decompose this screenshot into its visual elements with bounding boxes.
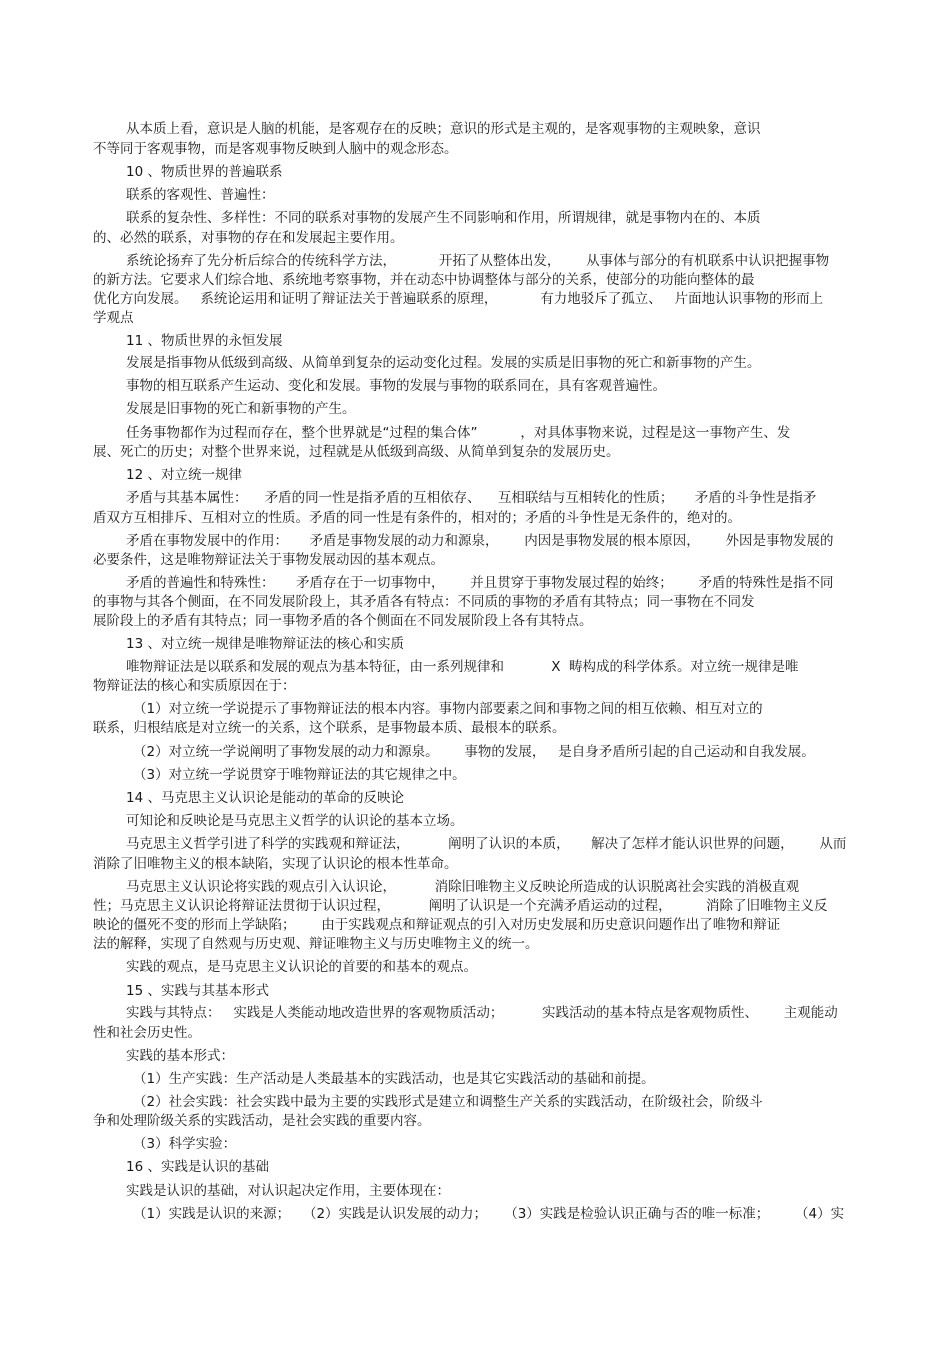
paragraph-line: 盾双方互相排斥、互相对立的性质。矛盾的同一性是有条件的，相对的；矛盾的斗争性是无条件的，绝对的。: [93, 510, 741, 526]
paragraph-line: 法的解释，实现了自然观与历史观、辩证唯物主义与历史唯物主义的统一。: [93, 936, 539, 952]
paragraph-line: 联系，归根结底是对立统一的关系，这个联系，是事物最本质、最根本的联系。: [93, 720, 566, 736]
paragraph-line: 展阶段上的矛盾有其特点；同一事物矛盾的各个侧面在不同发展阶段上各有其特点。: [93, 613, 593, 629]
paragraph-line: 的新方法。它要求人们综合地、系统地考察事物，并在动态中协调整体与部分的关系，使部分的功能向整体的最: [93, 272, 755, 288]
paragraph-line: 实践是认识的基础，对认识起决定作用，主要体现在：: [126, 1183, 450, 1199]
paragraph-line: 可知论和反映论是马克思主义哲学的认识论的基本立场。: [126, 813, 464, 829]
paragraph-line: 展、死亡的历史；对整个世界来说，过程就是从低级到高级、从简单到复杂的发展历史。: [93, 444, 620, 460]
paragraph-line: 的、必然的联系，对事物的存在和发展起主要作用。: [93, 230, 404, 246]
paragraph-line: 映论的僵死不变的形而上学缺陷； 由于实践观点和辩证观点的引入对历史发展和历史意识问题作出了唯物和辩证: [93, 917, 781, 933]
paragraph-line: 马克思主义哲学引进了科学的实践观和辩证法， 阐明了认识的本质， 解决了怎样才能认识世界的问题， 从而: [126, 836, 847, 852]
paragraph-line: 马克思主义认识论将实践的观点引入认识论， 消除旧唯物主义反映论所造成的认识脱离社会实践的消极直观: [126, 879, 800, 895]
paragraph-line: （2）社会实践：社会实践中最为主要的实践形式是建立和调整生产关系的实践活动，在阶级社会，阶级斗: [133, 1094, 763, 1110]
paragraph-line: （1）生产实践：生产活动是人类最基本的实践活动，也是其它实践活动的基础和前提。: [133, 1071, 655, 1087]
paragraph-line: 从本质上看，意识是人脑的机能，是客观存在的反映；意识的形式是主观的，是客观事物的主观映象，意识: [126, 121, 761, 137]
paragraph-line: 联系的客观性、普遍性：: [126, 187, 275, 203]
paragraph-line: 联系的复杂性、多样性：不同的联系对事物的发展产生不同影响和作用，所谓规律，就是事物内在的、本质: [126, 210, 761, 226]
paragraph-line: 发展是指事物从低级到高级、从简单到复杂的运动变化过程。发展的实质是旧事物的死亡和新事物的产生。: [126, 355, 761, 371]
paragraph-line: 矛盾在事物发展中的作用： 矛盾是事物发展的动力和源泉， 内因是事物发展的根本原因， 外因是事物发展的: [126, 533, 834, 549]
paragraph-line: （1）对立统一学说提示了事物辩证法的根本内容。事物内部要素之间和事物之间的相互依赖、相互对立的: [133, 701, 763, 717]
section-heading: 15 、实践与其基本形式: [126, 983, 269, 999]
paragraph-line: （1）实践是认识的来源； （2）实践是认识发展的动力； （3）实践是检验认识正确与否的唯一标准； （4）实: [133, 1206, 845, 1222]
paragraph-line: （3）科学实验：: [133, 1136, 237, 1152]
paragraph-line: 不等同于客观事物，而是客观事物反映到人脑中的观念形态。: [93, 141, 458, 157]
section-heading: 14 、马克思主义认识论是能动的革命的反映论: [126, 790, 404, 806]
paragraph-line: 必要条件，这是唯物辩证法关于事物发展动因的基本观点。: [93, 552, 444, 568]
paragraph-line: 事物的相互联系产生运动、变化和发展。事物的发展与事物的联系同在，具有客观普遍性。: [126, 378, 666, 394]
paragraph-line: 性和社会历史性。: [93, 1025, 201, 1041]
paragraph-line: 发展是旧事物的死亡和新事物的产生。: [126, 401, 356, 417]
paragraph-line: 的事物与其各个侧面，在不同发展阶段上，其矛盾各有特点：不同质的事物的矛盾有其特点；同一事物在不同发: [93, 594, 755, 610]
paragraph-line: 系统论扬弃了先分析后综合的传统科学方法， 开拓了从整体出发， 从事体与部分的有机联系中认识把握事物: [126, 253, 830, 269]
paragraph-line: 性；马克思主义认识论将辩证法贯彻于认识过程， 阐明了认识是一个充满矛盾运动的过程， 消除了旧唯物主义反: [93, 898, 828, 914]
paragraph-line: 消除了旧唯物主义的根本缺陷，实现了认识论的根本性革命。: [93, 856, 458, 872]
section-heading: 10 、物质世界的普遍联系: [126, 164, 283, 180]
paragraph-line: 实践与其特点： 实践是人类能动地改造世界的客观物质活动； 实践活动的基本特点是客观物质性、 主观能动: [126, 1005, 838, 1021]
section-heading: 13 、对立统一规律是唯物辩证法的核心和实质: [126, 636, 404, 652]
paragraph-line: 任务事物都作为过程而存在，整个世界就是“过程的集合体” ，对具体事物来说，过程是这一事物产生、发: [126, 425, 791, 441]
paragraph-line: 唯物辩证法是以联系和发展的观点为基本特征，由一系列规律和 X 畴构成的科学体系。对立统一规律是唯: [126, 659, 799, 675]
paragraph-line: 优化方向发展。 系统论运用和证明了辩证法关于普遍联系的原理， 有力地驳斥了孤立、 片面地认识事物的形而上: [93, 291, 824, 307]
paragraph-line: 实践的基本形式：: [126, 1048, 234, 1064]
paragraph-line: 争和处理阶级关系的实践活动，是社会实践的重要内容。: [93, 1113, 431, 1129]
paragraph-line: 学观点: [93, 310, 134, 326]
paragraph-line: 矛盾与其基本属性： 矛盾的同一性是指矛盾的互相依存、 互相联结与互相转化的性质； 矛盾的斗争性是指矛: [126, 490, 817, 506]
paragraph-line: 矛盾的普遍性和特殊性： 矛盾存在于一切事物中， 并且贯穿于事物发展过程的始终； 矛盾的特殊性是指不同: [126, 575, 834, 591]
paragraph-line: （2）对立统一学说阐明了事物发展的动力和源泉。 事物的发展， 是自身矛盾所引起的自己运动和自我发展。: [133, 744, 815, 760]
section-heading: 12 、对立统一规律: [126, 467, 242, 483]
paragraph-line: 实践的观点，是马克思主义认识论的首要的和基本的观点。: [126, 959, 477, 975]
paragraph-line: 物辩证法的核心和实质原因在于：: [93, 678, 296, 694]
paragraph-line: （3）对立统一学说贯穿于唯物辩证法的其它规律之中。: [133, 767, 466, 783]
section-heading: 16 、实践是认识的基础: [126, 1159, 269, 1175]
section-heading: 11 、物质世界的永恒发展: [126, 333, 283, 349]
